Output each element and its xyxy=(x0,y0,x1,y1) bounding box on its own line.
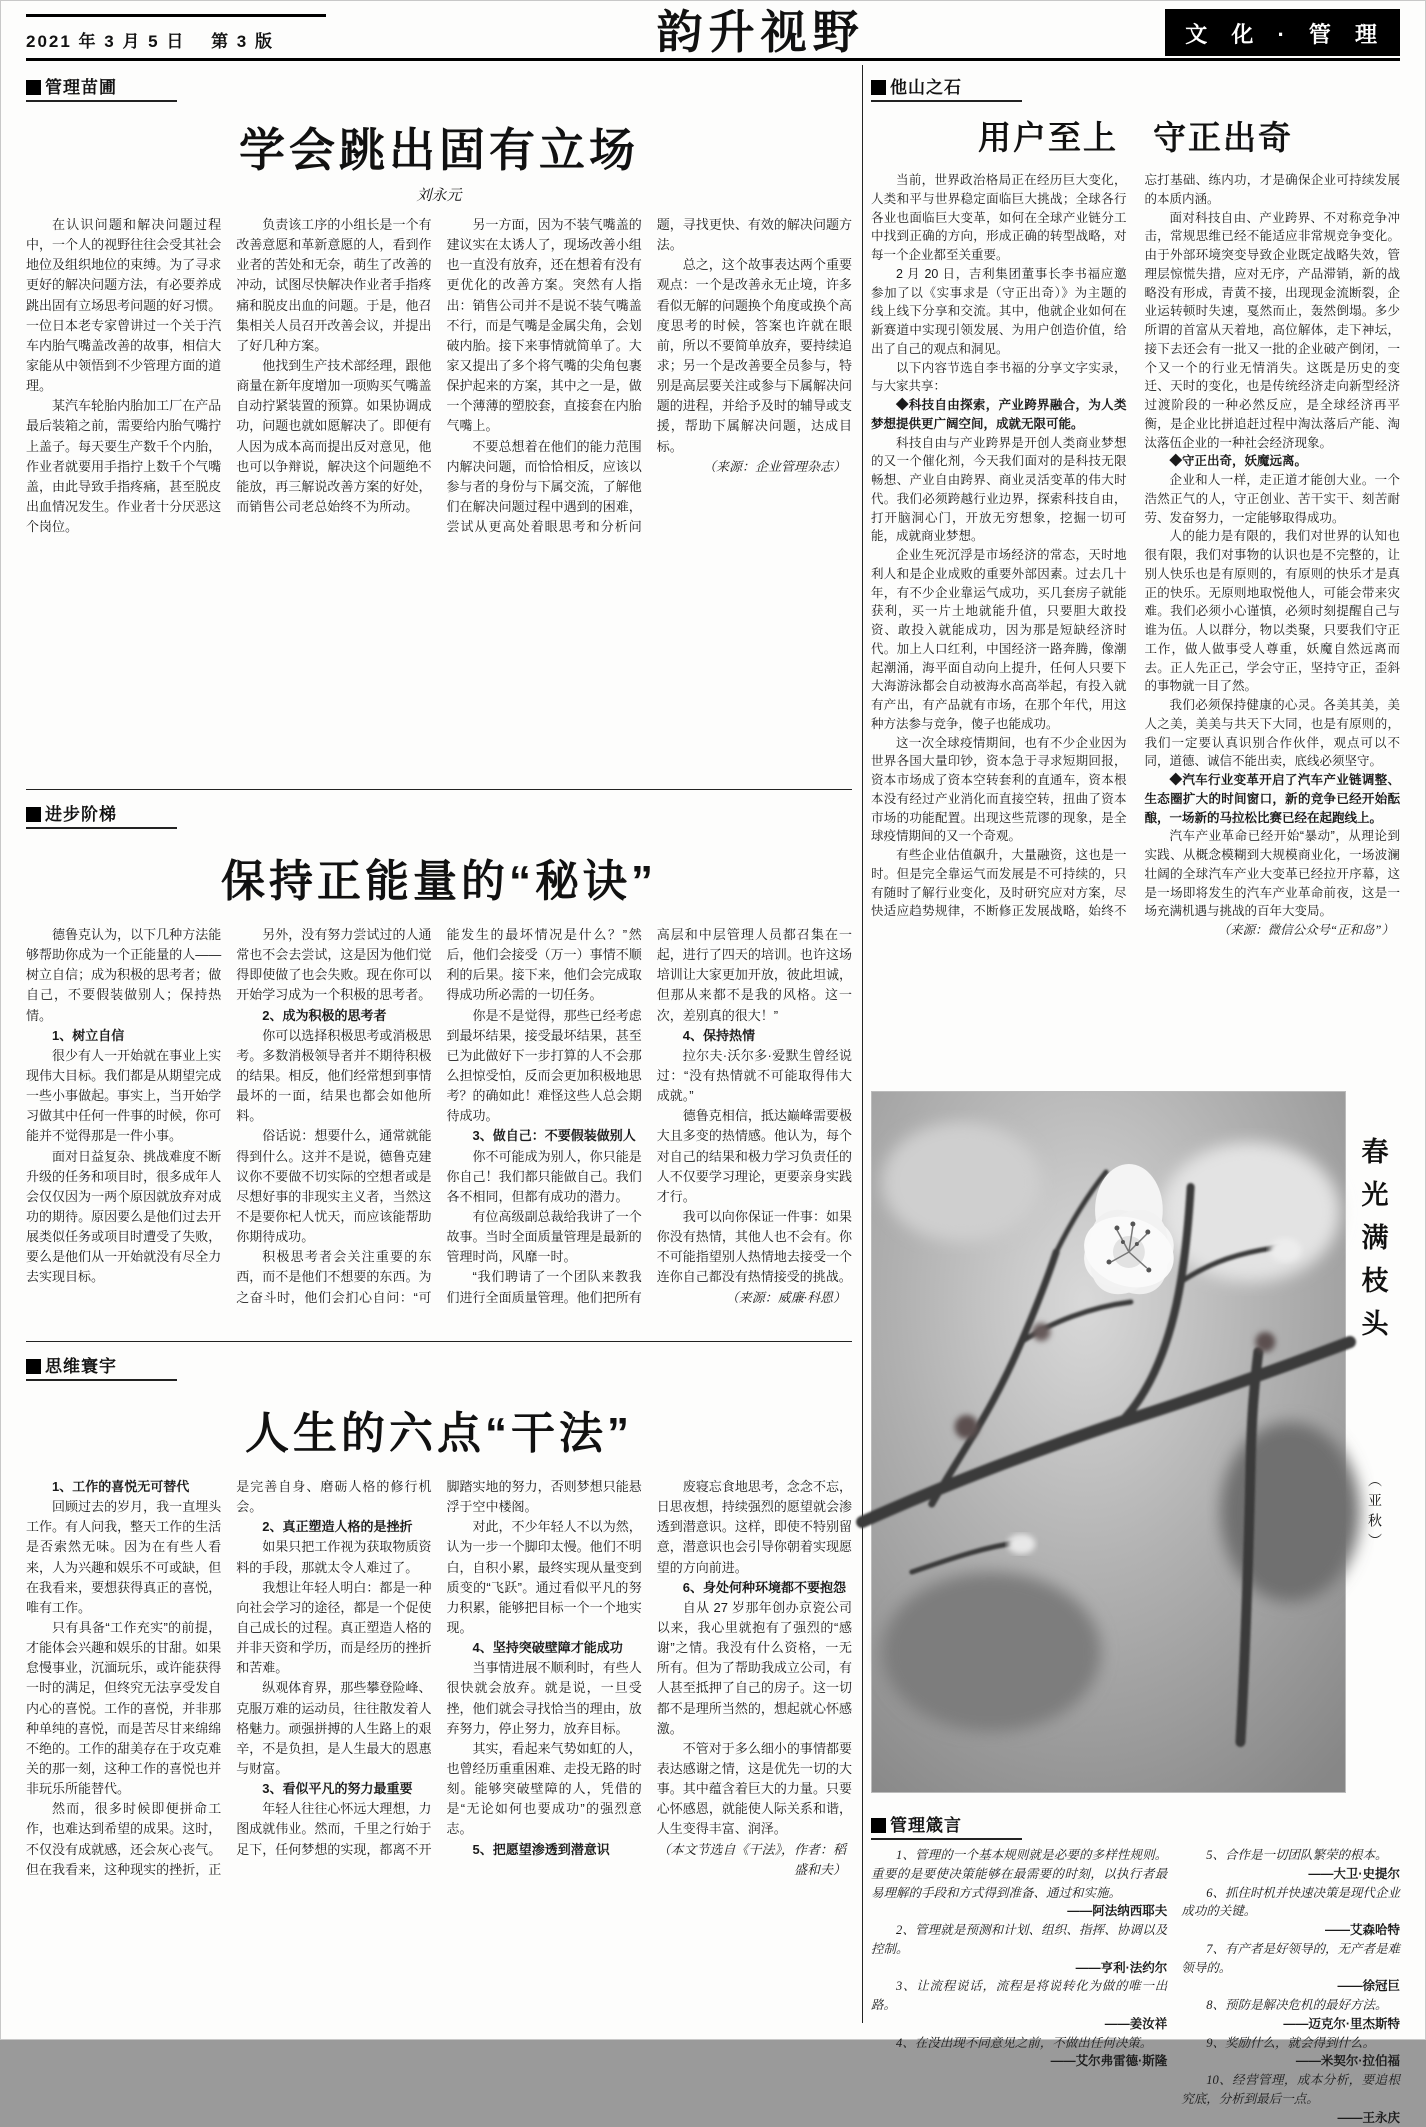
article4-paragraph: 我们必须保持健康的心灵。各美其美，美人之美，美美与共天下大同，也是有原则的，我们一定要认真识别合作伙伴，观点可以不同，道德、诚信不能出卖，底线必须坚守。 xyxy=(1145,696,1401,771)
masthead: 韵升视野 xyxy=(356,10,1165,58)
article2-paragraph: 积极思考者会关注重要的东西，而不是他们不想要的东西。为之奋斗时，他们会扪心自问：“可能发生的最坏情况是什么？”然后，他们会接受（万一）事情不顺利的后果。接下来，他们会完成取得成功所必需的一切任务。 xyxy=(236,925,642,1308)
maxims-section xyxy=(871,1803,1400,2127)
article2-paragraph: 3、做自己：不要假装做别人 xyxy=(447,1126,642,1146)
article1-paragraph: 不要总想着在他们的能力范围内解决问题，而恰恰相反，应该以参与者的身份与下属交流，了解他们在解决问题过程中遇到的困难，尝试从更高处着眼思考和分析问题，寻找更快、有效的解决问题方法。 xyxy=(447,215,853,537)
article3-paragraph: 对此，不少年轻人不以为然，认为一步一个脚印太慢。他们不明白，自积小累，最终实现从量变到质变的“飞跃”。通过看似平凡的努力积累，能够把目标一个一个地实现。 xyxy=(447,1517,642,1638)
article1-paragraph: 总之，这个故事表达两个重要观点：一个是改善永无止境，许多看似无解的问题换个角度或换个高度思考的时候，答案也许就在眼前，所以不要简单放弃，要持续追求；另一个是改善要全员参与，特别是高层要关注或参与下属解决问题的进程，并给予及时的辅导或支援，帮助下属解决问题，达成目标。 xyxy=(657,255,852,456)
maxim-text: 5、合作是一切团队繁荣的根本。 xyxy=(1206,1848,1387,1862)
article4-paragraph: 人的能力是有限的，我们对世界的认知也很有限，我们对事物的认识也是不完整的，让别人快乐也是有原则的，有原则的快乐才是真正的快乐。无原则地取悦他人，可能会带来灾难。我们必须小心谨慎，必须时刻提醒自己与谁为伍。人以群分，物以类聚，只要我们守正工作，做人做事受人尊重，妖魔自然远离而去。正人先正己，学会守正，坚持守正，歪斜的事物就一目了然。 xyxy=(1145,527,1401,696)
maxim-author: —— 艾尔弗雷德·斯隆 xyxy=(871,2052,1167,2071)
photo-caption: 春光满枝头 xyxy=(1354,1137,1393,1352)
maxim-text: 10、经营管理，成本分析，要追根究底，分析到最后一点。 xyxy=(1181,2073,1400,2106)
article3-paragraph: 4、坚持突破壁障才能成功 xyxy=(447,1638,642,1658)
maxim-text: 6、抓住时机并快速决策是现代企业成功的关键。 xyxy=(1181,1886,1400,1919)
article4-paragraph: 当前，世界政治格局正在经历巨大变化，人类和平与世界稳定面临巨大挑战；全球各行各业也面临巨大变革，如何在全球产业链分工中找到正确的方向，形成正确的转型战略，对每一个企业都至关重要。 xyxy=(871,171,1127,265)
article2-paragraph: 拉尔夫·沃尔多·爱默生曾经说过：“没有热情就不可能取得伟大成就。” xyxy=(657,1046,852,1106)
article3-paragraph: 2、真正塑造人格的是挫折 xyxy=(236,1517,431,1537)
maxim-text: 1、管理的一个基本规则就是必要的多样性规则。重要的是要使决策能够在最需要的时刻，以执行者最易理解的手段和方式得到准备、通过和实施。 xyxy=(871,1848,1167,1900)
article1-headline: 学会跳出固有立场 xyxy=(26,114,852,180)
article3-paragraph: 自从 27 岁那年创办京瓷公司以来，我心里就抱有了强烈的“感谢”之情。我没有什么资格，一无所有。但为了帮助我成立公司，有人甚至抵押了自己的房子。这一切都不是理所当然的，想起就心怀感激。 xyxy=(657,1598,852,1739)
section-label-tashanzhishi: 他山之石 xyxy=(871,71,1022,102)
article3-paragraph: 如果只把工作视为获取物质资料的手段，那就太令人难过了。 xyxy=(236,1537,431,1577)
page-header xyxy=(26,8,1400,61)
article2-paragraph: 我可以向你保证一件事：如果你没有热情，其他人也不会有。你不可能指望别人热情地去接受一个连你自己都没有热情接受的挑战。 xyxy=(657,1207,852,1288)
date-text: 2021 年 3 月 5 日 xyxy=(26,32,185,51)
maxim-author: —— 迈克尔·里杰斯特 xyxy=(1181,2015,1400,2034)
section-label-guanli-miaopu: 管理苗圃 xyxy=(26,71,177,102)
article4-paragraph: 面对科技自由、产业跨界、不对称竞争冲击，常规思维已经不能适应非常规竞争变化。由于外部环境突变导致企业既定战略失效，管理层惊慌失措，应对无序，产品滞销，新的战略没有形成，青黄不接，出现现金流断裂，企业运转顿时失速，戛然而止，轰然倒塌。多少所谓的首富从天着地，高位解体，走下神坛，接下去还会有一批又一批的企业破产倒闭，一个又一个的行业无情消失。这既是历史的变迁、天时的变化，也是传统经济走向新型经济过渡阶段的一种必然反应，是全球经济再平衡，是企业比拼追赶过程中淘汰落后产能、淘汰落伍企业的一种社会经济现象。 xyxy=(1145,209,1401,453)
maxim-author: —— 王永庆 xyxy=(1181,2109,1400,2127)
article2-paragraph: 你是不是觉得，那些已经考虑到最坏结果，接受最坏结果，甚至已为此做好下一步打算的人不会那么担惊受怕，反而会更加积极地思考？的确如此！难怪这些人总会期待成功。 xyxy=(447,1006,642,1127)
article2-paragraph: “我们聘请了一个团队来教我们进行全面质量管理。他们把所有高层和中层管理人员都召集在一起，进行了四天的培训。也许这场培训让大家更加开放，彼此坦诚，但那从来都不是我的风格。这一次，差别真的很大！” xyxy=(447,925,853,1308)
maxim-item xyxy=(1181,1996,1400,2034)
article1-paragraph: 某汽车轮胎内胎加工厂在产品最后装箱之前，需要给内胎气嘴拧上盖子。每天要生产数千个内胎，作业者就要用手指拧上数千个气嘴盖，由此导致手指疼痛，甚至脱皮出血情况发生。作业者十分厌恶这个岗位。 xyxy=(26,396,221,537)
article1-paragraph: （来源：企业管理杂志） xyxy=(657,457,852,477)
photo-caption-strip xyxy=(1346,1091,1400,1793)
maxim-author: —— 阿法纳西耶夫 xyxy=(871,1902,1167,1921)
left-block xyxy=(26,65,852,2023)
article3-paragraph: 5、把愿望渗透到潜意识 xyxy=(447,1840,642,1860)
article4-paragraph: ◆科技自由探索，产业跨界融合，为人类梦想提供更广阔空间，成就无限可能。 xyxy=(871,396,1127,434)
category-box: 文 化 · 管 理 xyxy=(1165,9,1400,56)
article3-paragraph: 然而，很多时候即便拼命工作，也难达到希望的成果。这时，不仅没有成就感，还会灰心丧气。但在我看来，这种现实的挫折，正是完善自身、磨砺人格的修行机会。 xyxy=(26,1477,432,1880)
article4-paragraph: 科技自由与产业跨界是开创人类商业梦想的又一个催化剂，今天我们面对的是科技无限畅想、产业自由跨界、商业灵活变革的伟大时代。我们必须跨越行业边界，探索科技自由，打开脑洞心门，开放无穷想象，挖掘一切可能，成就商业梦想。 xyxy=(871,434,1127,547)
article2-body xyxy=(26,925,852,1333)
article3-paragraph: 我想让年轻人明白：都是一种向社会学习的途径，都是一个促使自己成长的过程。真正塑造人格的并非天资和学历，而是经历的挫折和苦难。 xyxy=(236,1578,431,1679)
maxim-text: 9、奖励什么，就会得到什么。 xyxy=(1206,2036,1375,2050)
article1-body xyxy=(26,215,852,781)
article1-paragraph: 负责该工序的小组长是一个有改善意愿和革新意愿的人，看到作业者的苦处和无奈，萌生了改善的冲动，试图尽快解决作业者手指疼痛和脱皮出血的问题。于是，他召集相关人员召开改善会议，并提出了好几种方案。 xyxy=(236,215,431,356)
article4-paragraph: 企业生死沉浮是市场经济的常态，天时地利人和是企业成败的重要外部因素。过去几十年，有不少企业靠运气成功，买几套房子就能获利，买一片土地就能升值，只要胆大敢投资、敢投入就能成功，因为那是短缺经济时代。加上人口红利，中国经济一路奔腾，像潮起潮涌，海平面自动向上提升，任何人只要下大海游泳都会自动被海水高高举起，有投入就有产出，有产品就有市场，在那个年代，用这种方法参与竞争，傻子也能成功。 xyxy=(871,546,1127,734)
article3-paragraph: 废寝忘食地思考，念念不忘，日思夜想，持续强烈的愿望就会渗透到潜意识。这样，即使不特别留意，潜意识也会引导你朝着实现愿望的方向前进。 xyxy=(657,1477,852,1578)
rule-2 xyxy=(26,1341,852,1342)
vertical-divider xyxy=(862,65,863,2023)
blossom-photo xyxy=(871,1091,1346,1793)
article3-paragraph: 当事情进展不顺利时，有些人很快就会放弃。就是说，一旦受挫，他们就会寻找恰当的理由，放弃努力，停止努力，放弃目标。 xyxy=(447,1658,642,1739)
article3-paragraph: 1、工作的喜悦无可替代 xyxy=(26,1477,221,1497)
article2-paragraph: 德鲁克认为，以下几种方法能够帮助你成为一个正能量的人——树立自信；成为积极的思考者；做自己，不要假装做别人；保持热情。 xyxy=(26,925,221,1026)
maxims-left-column xyxy=(871,1846,1167,2127)
article1-byline: 刘永元 xyxy=(26,184,852,205)
article4-paragraph: 2 月 20 日，吉利集团董事长李书福应邀参加了以《实事求是（守正出奇）》为主题的线上线下分享和交流。其中，他就企业如何在新赛道中实现引领发展、为用户创造价值，给出了自己的观点和洞见。 xyxy=(871,265,1127,359)
article2-paragraph: 另外，没有努力尝试过的人通常也不会去尝试，这是因为他们觉得即使做了也会失败。现在你可以开始学习成为一个积极的思考者。 xyxy=(236,925,431,1006)
article2-paragraph: 1、树立自信 xyxy=(26,1026,221,1046)
maxim-item xyxy=(1181,1940,1400,1996)
maxim-item xyxy=(1181,1884,1400,1940)
article2-paragraph: 4、保持热情 xyxy=(657,1026,852,1046)
article3-paragraph: 只有具备“工作充实”的前提，才能体会兴趣和娱乐的甘甜。如果怠慢事业，沉湎玩乐，或许能获得一时的满足，但终究无法享受发自内心的喜悦。工作的喜悦，并非那种单纯的喜悦，而是苦尽甘来绵绵不绝的。工作的甜美存在于攻克难关的那一刻，这种工作的喜悦也并非玩乐所能替代。 xyxy=(26,1618,221,1799)
maxim-text: 3、让流程说话，流程是将说转化为做的唯一出路。 xyxy=(871,1979,1167,2012)
article2-paragraph: 你可以选择积极思考或消极思考。多数消极领导者并不期待积极的结果。相反，他们经常想到事情最坏的一面，结果也都会如他所料。 xyxy=(236,1026,431,1127)
article3-paragraph: 不管对于多么细小的事情都要表达感谢之情，这是优先一切的大事。其中蕴含着巨大的力量。只要心怀感恩，就能使人际关系和谐，人生变得丰富、润泽。 xyxy=(657,1739,852,1840)
maxim-author: —— 艾森哈特 xyxy=(1181,1921,1400,1940)
article3-paragraph: （本文节选自《干法》，作者：稻盛和夫） xyxy=(657,1840,852,1880)
maxim-text: 4、在没出现不同意见之前，不做出任何决策。 xyxy=(896,2036,1152,2050)
maxim-text: 7、有产者是好领导的，无产者是难领导的。 xyxy=(1181,1942,1400,1975)
article2-paragraph: 2、成为积极的思考者 xyxy=(236,1006,431,1026)
article2-paragraph: 有位高级副总裁给我讲了一个故事。当时全面质量管理是最新的管理时尚，风靡一时。 xyxy=(447,1207,642,1267)
maxim-author: —— 姜汝祥 xyxy=(871,2015,1167,2034)
blossom-photo-image xyxy=(872,1092,1345,1792)
maxim-author: —— 大卫·史提尔 xyxy=(1181,1865,1400,1884)
article4-paragraph: 这一次全球疫情期间，也有不少企业因为世界各国大量印钞，资本急于寻求短期回报，资本市场成了资本空转套利的直通车，资本根本没有经过产业消化而直接空转，扭曲了资本市场的功能配置。出现这些荒谬的现象，是全球疫情期间的又一个奇观。 xyxy=(871,734,1127,847)
article1-paragraph: 另一方面，因为不装气嘴盖的建议实在太诱人了，现场改善小组也一直没有放弃，还在想着有没有更优化的改善方案。突然有人指出：销售公司并不是说不装气嘴盖不行，而是气嘴是金属尖角，会划破内胎。接下来事情就简单了。大家又提出了多个将气嘴的尖角包裹保护起来的方案，其中之一是，做一个薄薄的塑胶套，直接套在内胎气嘴上。 xyxy=(447,215,642,437)
article4-paragraph: ◆守正出奇，妖魔远离。 xyxy=(1145,452,1401,471)
maxim-item xyxy=(1181,2071,1400,2127)
article3-paragraph: 纵观体育界，那些攀登险峰、克服万难的运动员，往往散发着人格魅力。顽强拼搏的人生路上的艰辛，不是负担，是人生最大的恩惠与财富。 xyxy=(236,1678,431,1779)
article2-paragraph: （来源：威廉·科恩） xyxy=(657,1288,852,1308)
maxim-author: —— 亨利·法约尔 xyxy=(871,1959,1167,1978)
maxim-author: —— 徐冠巨 xyxy=(1181,1977,1400,1996)
article3-paragraph: 3、看似平凡的努力最重要 xyxy=(236,1779,431,1799)
photo-credit: （亚秋） xyxy=(1363,1473,1383,1553)
article4-paragraph: 有些企业估值飙升，大量融资，这也是一时。但是完全靠运气而发展是不可持续的，只有随时了解行业变化，及时研究应对方案，尽快适应趋势规律，不断修正发展战略，始终不忘打基础、练内功，才是确保企业可持续发展的本质内涵。 xyxy=(871,171,1400,940)
article3-paragraph: 回顾过去的岁月，我一直埋头工作。有人问我，整天工作的生活是否索然无味。因为在有些人看来，人为兴趣和娱乐不可或缺，但在我看来，要想获得真正的喜悦，唯有工作。 xyxy=(26,1497,221,1618)
article2-paragraph: 很少有人一开始就在事业上实现伟大目标。我们都是从期望完成一些小事做起。事实上，当开始学习做其中任何一件事的时候，你可能并不觉得那是一件小事。 xyxy=(26,1046,221,1147)
article3-paragraph: 6、身处何种环境都不要抱怨 xyxy=(657,1578,852,1598)
article4-paragraph: 以下内容节选自李书福的分享文字实录，与大家共享： xyxy=(871,359,1127,397)
article2-paragraph: 面对日益复杂、挑战难度不断升级的任务和项目时，很多成年人会仅仅因为一两个原因就放弃对成功的期待。原因要么是他们过去开展类似任务或项目时遭受了失败，要么是他们从一开始就没有尽全力去实现目标。 xyxy=(26,1147,221,1288)
maxims-right-column xyxy=(1181,1846,1400,2127)
maxim-author: —— 米契尔·拉伯福 xyxy=(1181,2052,1400,2071)
article1-paragraph: 在认识问题和解决问题过程中，一个人的视野往往会受其社会地位及组织地位的束缚。为了寻求更好的解决问题方法，有必要养成跳出固有立场思考问题的好习惯。一位日本老专家曾讲过一个关于汽车内胎气嘴盖改善的故事，相信大家能从中领悟到不少管理方面的道理。 xyxy=(26,215,221,396)
article2-paragraph: 俗话说：想要什么，通常就能得到什么。这并不是说，德鲁克建议你不要做不切实际的空想者或是尽想好事的非现实主义者，当然这不是要你杞人忧天，而应该能帮助你期待成功。 xyxy=(236,1126,431,1247)
article4-headline: 用户至上 守正出奇 xyxy=(871,112,1400,159)
maxim-item xyxy=(871,1846,1167,1921)
article1-paragraph: 他找到生产技术部经理，跟他商量在新年度增加一项购买气嘴盖自动拧紧装置的预算。如果协调成功，问题也就如愿解决了。即便有人因为成本高而提出反对意见，他也可以争辩说，解决这个问题绝不能放，再三解说改善方案的好处，而销售公司老总始终不为所动。 xyxy=(236,356,431,517)
article4-paragraph: 汽车产业革命已经开始“暴动”，从理论到实践、从概念模糊到大规模商业化，一场波澜壮阔的全球汽车产业大变革已经拉开序幕，这是一场即将发生的汽车产业革命前夜，这是一场充满机遇与挑战的百年大变局。 xyxy=(1145,827,1401,921)
rule-1 xyxy=(26,789,852,790)
maxim-text: 2、管理就是预测和计划、组织、指挥、协调以及控制。 xyxy=(871,1923,1167,1956)
maxim-item xyxy=(1181,2034,1400,2072)
article4-paragraph: ◆汽车行业变革开启了汽车产业链调整、生态圈扩大的时间窗口，新的竞争已经开始酝酿，一场新的马拉松比赛已经在起跑线上。 xyxy=(1145,771,1401,827)
maxim-text: 8、预防是解决危机的最好方法。 xyxy=(1206,1998,1387,2012)
article3-body xyxy=(26,1477,852,2105)
maxim-item xyxy=(871,1921,1167,1977)
maxim-item xyxy=(871,2034,1167,2072)
photo-block xyxy=(871,1091,1400,1793)
maxim-item xyxy=(1181,1846,1400,1884)
date-edition xyxy=(26,14,356,58)
article4-paragraph: 企业和人一样，走正道才能创大业。一个浩然正气的人，守正创业、苦干实干、刻苦耐劳、发奋努力，一定能够取得成功。 xyxy=(1145,471,1401,527)
article2-paragraph: 你不可能成为别人，你只能是你自己！我们都只能做自己。我们各不相同，但都有成功的潜力。 xyxy=(447,1147,642,1207)
section-label-jinbu-jieti: 进步阶梯 xyxy=(26,798,177,829)
article2-paragraph: 德鲁克相信，抵达巅峰需要极大且多变的热情感。他认为，每个对自己的结果和极力学习负责任的人不仅要学习理论，更要亲身实践才行。 xyxy=(657,1106,852,1207)
section-label-guanli-zhenyan: 管理箴言 xyxy=(871,1809,1022,1840)
article3-headline: 人生的六点“干法” xyxy=(26,1397,852,1461)
article3-paragraph: 其实，看起来气势如虹的人，也曾经历重重困难、走投无路的时刻。能够突破壁障的人，凭借的是“无论如何也要成功”的强烈意志。 xyxy=(447,1739,642,1840)
article3-paragraph: 年轻人往往心怀远大理想，力图成就伟业。然而，千里之行始于足下，任何梦想的实现，都离不开脚踏实地的努力，否则梦想只能悬浮于空中楼阁。 xyxy=(236,1477,642,1880)
right-block xyxy=(871,65,1400,2023)
section-label-siwei-huanyu: 思维寰宇 xyxy=(26,1350,177,1381)
article4-body xyxy=(871,171,1400,1083)
edition-text: 第 3 版 xyxy=(211,32,274,51)
maxim-item xyxy=(871,1977,1167,2033)
article2-headline: 保持正能量的“秘诀” xyxy=(26,845,852,909)
article4-paragraph: （来源：微信公众号“正和岛”） xyxy=(1145,921,1401,940)
